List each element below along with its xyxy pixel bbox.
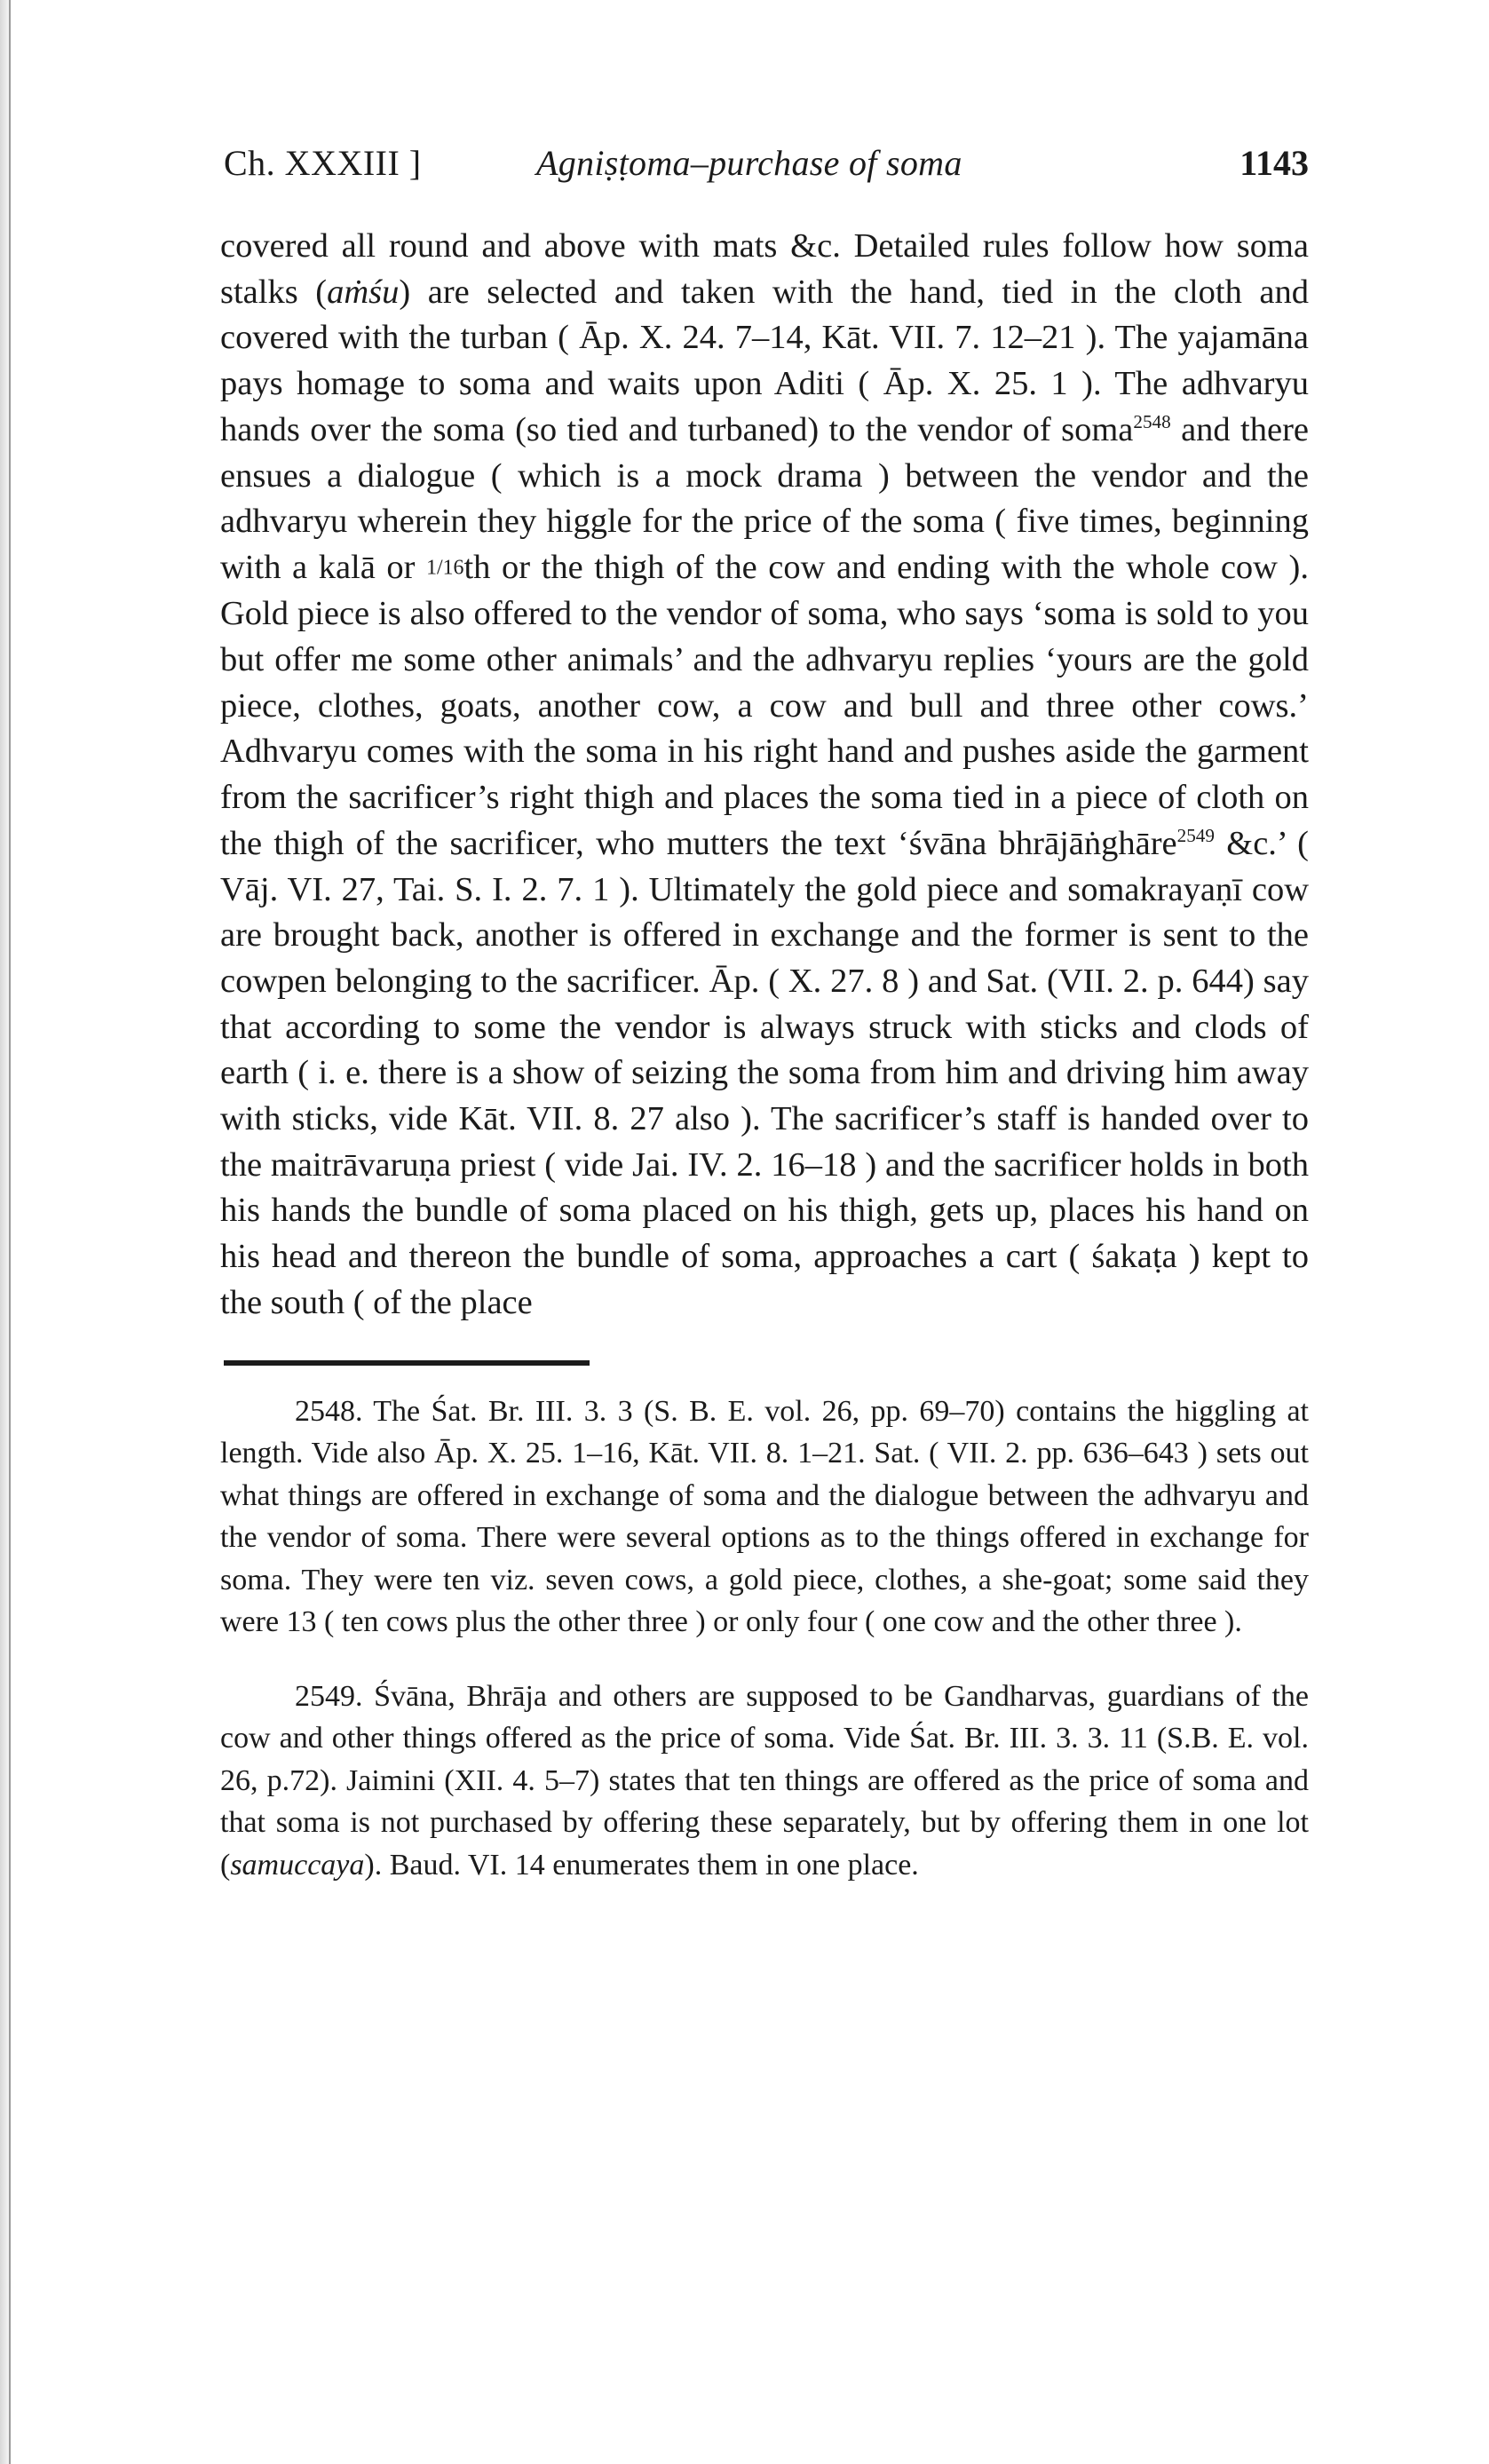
page bbox=[220, 142, 1309, 1886]
footnote-2548: 2548. The Śat. Br. III. 3. 3 (S. B. E. vol. 26, pp. 69–70) contains the higgling at length. Vide also Āp. X. 25. 1–16, Kāt. VII. 8. 1–21. Sat. ( VII. 2. pp. 636–643 ) sets out what things are offered in exchange of soma and the dialogue between the adhvaryu and the vendor of soma. There were several options as to the things offered in exchange for soma. They were ten viz. seven cows, a gold piece, clothes, a she-goat; some said they were 13 ( ten cows plus the other three ) or only four ( one cow and the other three ). bbox=[220, 1394, 1309, 1639]
footnote-ref[interactable]: 2548 bbox=[1133, 410, 1171, 432]
running-title: Agniṣṭoma–purchase of soma bbox=[536, 143, 962, 183]
scan-edge-line bbox=[9, 0, 11, 2464]
italic-term: aṁśu bbox=[327, 273, 400, 311]
running-header bbox=[220, 142, 1309, 195]
chapter-label: Ch. XXXIII ] bbox=[224, 143, 422, 183]
text-run: ). Baud. VI. 14 enumerates them in one place. bbox=[364, 1848, 919, 1882]
footnote-rule bbox=[224, 1360, 590, 1366]
italic-term: samuccaya bbox=[230, 1848, 365, 1882]
footnote-2549 bbox=[220, 1676, 1309, 1887]
text-run: 2549. Śvāna, Bhrāja and others are supposed to be Gandharvas, guardians of the cow and other things offered as the price of soma. Vide Śat. Br. III. 3. 3. 11 (S.B. E. vol. 26, p.72). Jaimini (XII. 4. 5–7) states that ten things are offered as the price of soma and that soma is not purchased by offering these separately, but by offering them in one lot ( bbox=[220, 1679, 1309, 1882]
page-number: 1143 bbox=[1240, 143, 1309, 183]
text-run: covered all round and above with mats &c. Detailed rules follow how soma stalks ( bbox=[220, 227, 1309, 311]
text-run: ) are selected and taken with the hand, tied in the cloth and covered with the turban ( Āp. X. 24. 7–14, Kāt. VII. 7. 12–21 ). The yajamāna pays homage to soma and waits upon Aditi ( Āp. X. 25. 1 ). The adhvaryu hands over the soma (so tied and turbaned) to the vendor of soma bbox=[220, 273, 1309, 448]
text-run: th or the thigh of the cow and ending with the whole cow ). Gold piece is also offered to the vendor of soma, who says ‘soma is sold to you but offer me some other animals’ and the adhvaryu replies ‘yours are the gold piece, clothes, goats, another cow, a cow and bull and three other cows.’ Adhvaryu comes with the soma in his right hand and pushes aside the garment from the sacrificer’s right thigh and places the soma tied in a piece of cloth on the thigh of the sacrificer, who mutters the text ‘śvāna bhrājāṅghāre bbox=[220, 548, 1309, 862]
footnote-ref[interactable]: 2549 bbox=[1176, 825, 1215, 847]
text-run: and there ensues a dialogue ( which is a mock drama ) between the vendor and the adhvaryu wherein they higgle for the price of the soma ( five times, beginning with a kalā or bbox=[220, 410, 1309, 586]
main-text bbox=[220, 224, 1309, 1327]
paragraph bbox=[220, 224, 1309, 1327]
text-run: &c.’ ( Vāj. VI. 27, Tai. S. I. 2. 7. 1 ). Ultimately the gold piece and somakrayaṇī cow are brought back, another is offered in exchange and the former is sent to the cowpen belonging to the sacrificer. Āp. ( X. 27. 8 ) and Sat. (VII. 2. p. 644) say that according to some the vendor is always struck with sticks and clods of earth ( i. e. there is a show of seizing the soma from him and driving him away with sticks, vide Kāt. VII. 8. 27 also ). The sacrificer’s staff is handed over to the maitrāvaruṇa priest ( vide Jai. IV. 2. 16–18 ) and the sacrificer holds in both his hands the bundle of soma placed on his thigh, gets up, places his hand on his head and thereon the bundle of soma, approaches a cart ( śakaṭa ) kept to the south ( of the place bbox=[220, 824, 1309, 1321]
fraction: 1/16 bbox=[426, 556, 464, 580]
